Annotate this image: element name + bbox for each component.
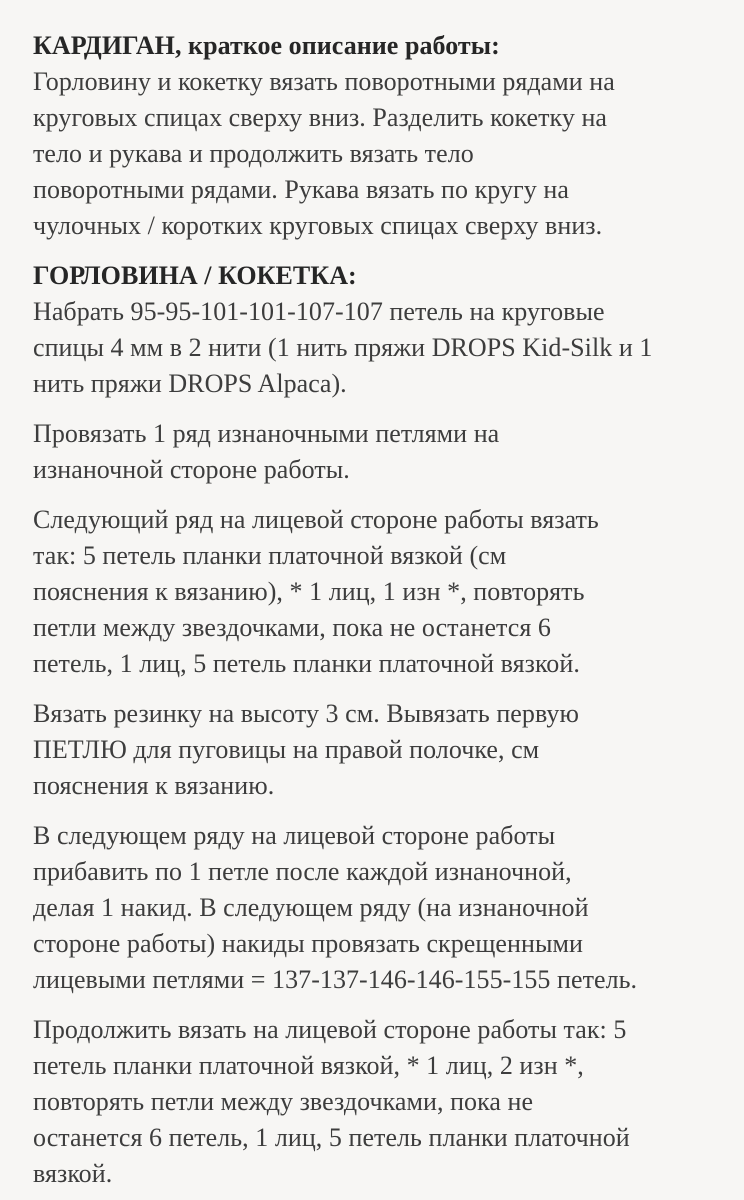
section-cardigan-summary bbox=[33, 28, 723, 244]
document-content bbox=[33, 28, 723, 1200]
paragraph-text: Вязать резинку на высоту 3 см. Вывязать первую ПЕТЛЮ для пуговицы на правой полочке, см пояснения к вязанию. bbox=[33, 699, 579, 800]
paragraph-continue bbox=[33, 1012, 723, 1192]
section-heading-cardigan: КАРДИГАН, краткое описание работы: bbox=[33, 31, 500, 60]
paragraph-rib bbox=[33, 696, 723, 804]
section-neck-yoke bbox=[33, 258, 723, 402]
paragraph-purl-row bbox=[33, 416, 723, 488]
section-text-cardigan: Горловину и кокетку вязать поворотными рядами на круговых спицах сверху вниз. Разделить кокетку на тело и рукава и продолжить вязать тело поворотными рядами. Рукава вязать по кругу на чулочных / коротких круговых спицах сверху вниз. bbox=[33, 67, 615, 240]
paragraph-text: Следующий ряд на лицевой стороне работы вязать так: 5 петель планки платочной вязкой (см пояснения к вязанию), * 1 лиц, 1 изн *, повторять петли между звездочками, пока не останется 6 петель, 1 лиц, 5 петель планки платочной вязкой. bbox=[33, 505, 599, 678]
paragraph-increase bbox=[33, 818, 723, 998]
paragraph-text: Провязать 1 ряд изнаночными петлями на изнаночной стороне работы. bbox=[33, 419, 500, 484]
section-heading-neck-yoke: ГОРЛОВИНА / КОКЕТКА: bbox=[33, 261, 357, 290]
paragraph-text: Продолжить вязать на лицевой стороне работы так: 5 петель планки платочной вязкой, * 1 лиц, 2 изн *, повторять петли между звездочками, пока не останется 6 петель, 1 лиц, 5 петель планки платочной вязкой. bbox=[33, 1015, 630, 1188]
paragraph-text: В следующем ряду на лицевой стороне работы прибавить по 1 петле после каждой изнаночной, делая 1 накид. В следующем ряду (на изнаночной стороне работы) накиды провязать скрещенными лицевыми петлями = 137-137-146-146-155-155 петель. bbox=[33, 821, 638, 994]
section-text-neck-yoke: Набрать 95-95-101-101-107-107 петель на круговые спицы 4 мм в 2 нити (1 нить пряжи DROPS Kid-Silk и 1 нить пряжи DROPS Alpaca). bbox=[33, 297, 653, 398]
paragraph-next-row bbox=[33, 502, 723, 682]
